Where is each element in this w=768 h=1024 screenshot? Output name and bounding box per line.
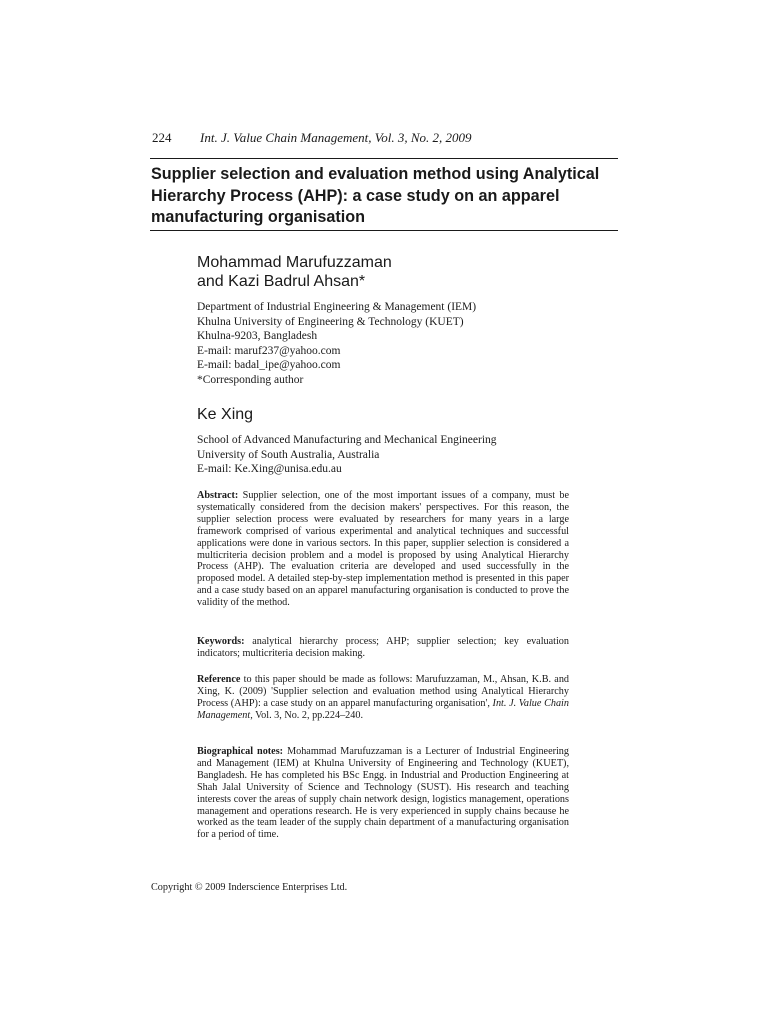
keywords-label: Keywords:: [197, 636, 245, 647]
keywords-text: analytical hierarchy process; AHP; supplier selection; key evaluation indicators; multicriteria decision making.: [197, 636, 569, 659]
keywords-paragraph: [197, 636, 569, 660]
journal-header: Int. J. Value Chain Management, Vol. 3, No. 2, 2009: [200, 130, 472, 145]
reference-citation: , Vol. 3, No. 2, pp.224–240.: [250, 709, 364, 721]
reference-paragraph: [197, 674, 569, 722]
author-name-line-2: and Kazi Badrul Ahsan*: [197, 273, 366, 290]
page-number: 224: [152, 130, 172, 145]
email-line: E-mail: badal_ipe@yahoo.com: [197, 359, 341, 372]
author-block-1: [197, 253, 392, 291]
email-line: E-mail: maruf237@yahoo.com: [197, 344, 341, 357]
bio-label: Biographical notes:: [197, 746, 284, 757]
paper-title: Supplier selection and evaluation method using Analytical Hierarchy Process (AHP): a case study on an apparel manufacturing organisation: [151, 165, 600, 226]
copyright-notice: Copyright © 2009 Inderscience Enterprises Ltd.: [151, 882, 348, 893]
reference-text: to this paper should be made as follows: Marufuzzaman, M., Ahsan, K.B. and Xing, K. (2009) 'Supplier selection and evaluation method using Analytical Hierarchy Process (AHP): a case study on an apparel manufacturing organisation',: [197, 674, 570, 709]
author-name-2: Ke Xing: [197, 406, 254, 423]
affiliation-2: [197, 433, 577, 477]
email-line: E-mail: Ke.Xing@unisa.edu.au: [197, 463, 342, 476]
affiliation-line: School of Advanced Manufacturing and Mechanical Engineering: [197, 434, 497, 446]
title-rule-bottom: [150, 230, 618, 231]
affiliation-line: Khulna-9203, Bangladesh: [197, 330, 318, 343]
corresponding-author-note: *Corresponding author: [197, 373, 304, 386]
affiliation-1: [197, 300, 577, 388]
abstract-label: Abstract:: [197, 490, 239, 501]
title-rule-top: [150, 158, 618, 159]
affiliation-line: University of South Australia, Australia: [197, 448, 380, 461]
affiliation-line: Department of Industrial Engineering & Management (IEM): [197, 301, 477, 313]
bio-paragraph: [197, 746, 569, 841]
reference-label: Reference: [197, 674, 241, 685]
abstract-text: Supplier selection, one of the most important issues of a company, must be systematically considered from the decision makers' perspectives. For this reason, the supplier selection process were evaluated by researchers for many years in a large framework comprised of various experimental and analytical techniques and successful applications were done in various sectors. In this paper, supplier selection is considered a multicriteria decision problem and a model is proposed by using Analytical Hierarchy Process (AHP). The evaluation criteria are developed and used successfully in the proposed model. A detailed step-by-step implementation method is presented in this paper and a case study based on an apparel manufacturing organisation is conducted to prove the validity of the method.: [197, 490, 569, 609]
author-name-line-1: Mohammad Marufuzzaman: [197, 254, 392, 271]
bio-text: Mohammad Marufuzzaman is a Lecturer of Industrial Engineering and Management (IEM) at Khulna University of Engineering and Technology (KUET), Bangladesh. He has completed his BSc Engg. in Industrial and Production Engineering at Shah Jalal University of Science and Technology (SUST). His research and teaching interests cover the areas of supply chain network design, logistics management, operations management and operations research. He is very experienced in supply chains because he worked as the team leader of the supply chain department of a manufacturing organisation for a period of time.: [197, 746, 569, 841]
reference-journal: Int. J. Value Chain Management: [197, 697, 569, 721]
affiliation-line: Khulna University of Engineering & Technology (KUET): [197, 315, 464, 328]
abstract-paragraph: [197, 490, 569, 609]
